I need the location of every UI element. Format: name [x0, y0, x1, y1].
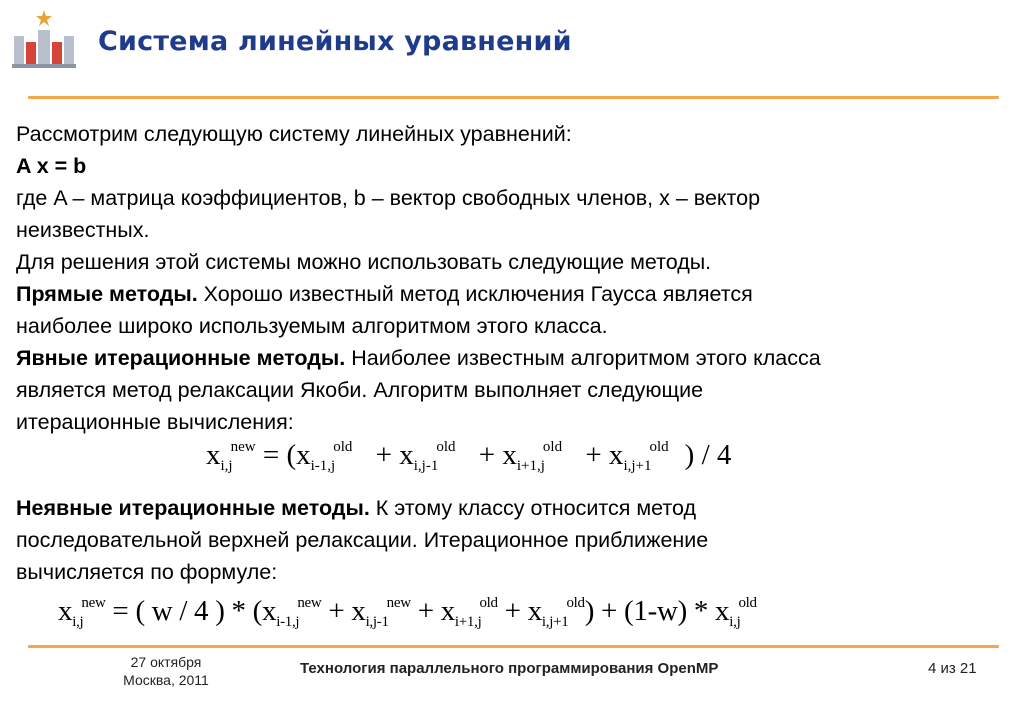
intro-text: Рассмотрим следующую систему линейных уравнений: [16, 122, 572, 146]
direct-methods-text-2: наиболее широко используемым алгоритмом этого класса. [16, 314, 608, 338]
footer-city-year: Москва, 2011 [123, 672, 209, 688]
jacobi-formula: $x_{i,j}^{new} = (x_{i-1,j}^{old} + x_{i,j-1}^{old} + x_{i+1,j}^{old} + x_{i,j+1}^{old}$ ) / 4 [206, 439, 732, 474]
explicit-methods-text-3: итерационные вычисления: [16, 410, 294, 434]
university-logo [10, 8, 82, 72]
explicit-methods-title: Явные итерационные методы. [16, 346, 346, 370]
explicit-methods-text-2: является метод релаксации Якоби. Алгоритм выполняет следующие [16, 378, 704, 402]
main-equation: A x = b [16, 154, 87, 178]
implicit-methods-text: К этому классу относится метод [369, 496, 697, 520]
sor-formula: $x_{i,j}^{new}$ = ( w / 4 ) * $(x_{i-1,j}^{new} + x_{i,j-1}^{new} + x_{i+1,j}^{old} + x_{i,j+1}^{old}) + (1-w) * x_{i,j}^{old}$ [58, 595, 757, 630]
direct-methods-title: Прямые методы. [16, 282, 198, 306]
implicit-methods-title: Неявные итерационные методы. [16, 496, 370, 520]
where-text-1: где A – матрица коэффициентов, b – вектор свободных членов, x – вектор [16, 186, 761, 210]
where-text-2: неизвестных. [16, 218, 150, 242]
explicit-methods-text: Наиболее известным алгоритмом этого класса [345, 346, 821, 370]
header-divider [28, 96, 999, 99]
footer-date: 27 октября [130, 654, 202, 670]
implicit-section [16, 492, 1006, 588]
footer-date-block [100, 653, 232, 689]
methods-intro: Для решения этой системы можно использовать следующие методы. [16, 250, 712, 274]
implicit-methods-text-2: последовательной верхней релаксации. Итерационное приближение [16, 528, 709, 552]
implicit-methods-text-3: вычисляется по формуле: [16, 560, 278, 584]
footer-divider [28, 645, 999, 648]
page-number: 4 из 21 [928, 660, 977, 677]
page-title: Система линейных уравнений [98, 26, 572, 57]
footer-course-title: Технология параллельного программирования OpenMP [300, 660, 719, 677]
slide-body [16, 118, 1006, 438]
direct-methods-text: Хорошо известный метод исключения Гаусса является [197, 282, 753, 306]
